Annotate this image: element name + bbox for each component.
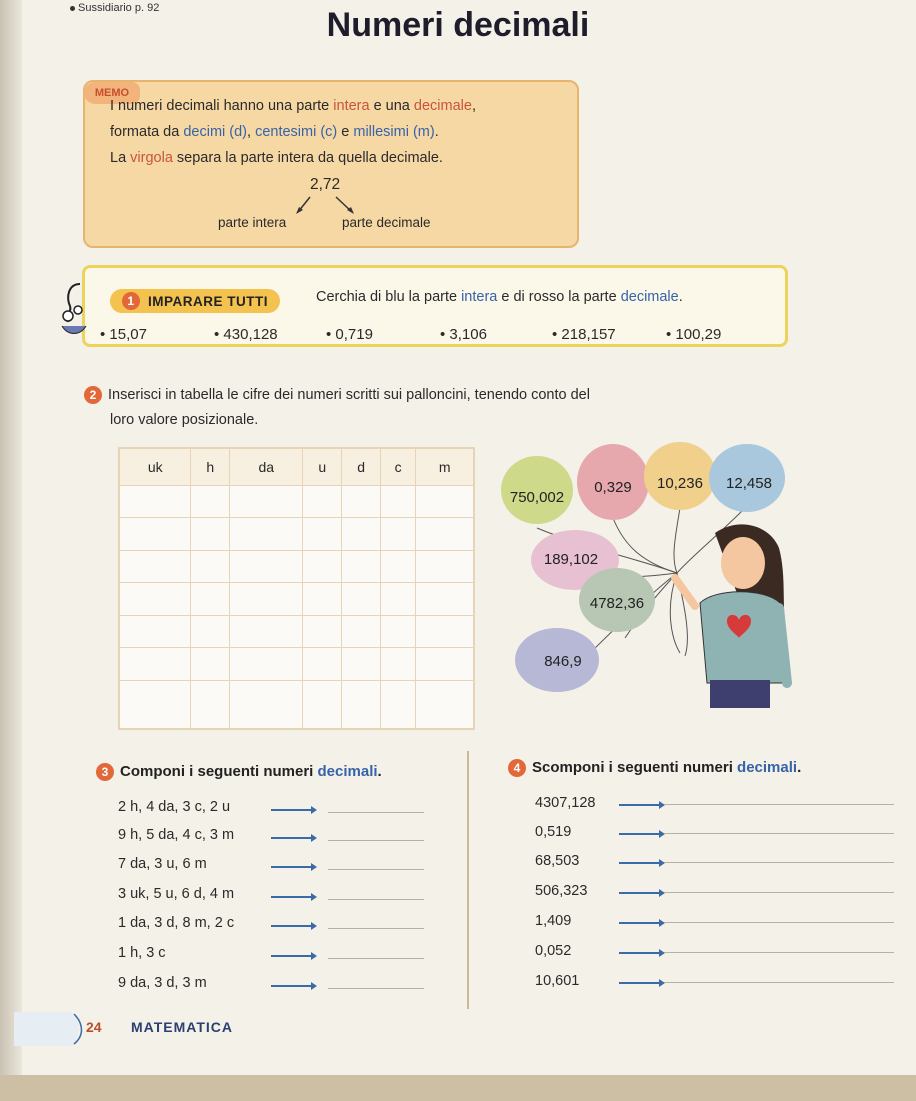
ex1-number-5[interactable]: • 218,157 [552,326,616,343]
decompose-item-6: 0,052 [535,943,572,959]
table-cell[interactable] [381,518,416,550]
arrow-right-icon [619,833,663,835]
table-cell[interactable] [303,486,342,518]
answer-line[interactable] [328,958,424,959]
table-cell[interactable] [303,680,342,729]
table-cell[interactable] [381,550,416,582]
table-cell[interactable] [119,518,191,550]
arrow-right-icon [619,804,663,806]
text: separa la parte intera da quella decimale. [172,150,443,166]
table-cell[interactable] [303,550,342,582]
number[interactable]: 15,07 [109,326,147,343]
memo-arrows [280,194,370,216]
table-cell[interactable] [342,550,381,582]
table-cell[interactable] [119,486,191,518]
table-cell[interactable] [191,486,230,518]
text: decimale [413,98,472,114]
arrow-right-icon [271,955,315,957]
memo-line-3 [110,150,443,166]
table-cell[interactable] [191,680,230,729]
answer-line[interactable] [328,928,424,929]
ear-icon [58,280,92,338]
ex1-number-6[interactable]: • 100,29 [666,326,722,343]
arrow-right-icon [271,837,315,839]
arrow-right-icon [271,985,315,987]
text: , [471,98,476,114]
compose-item-4: 3 uk, 5 u, 6 d, 4 m [118,886,235,902]
col-c: c [381,448,416,486]
column-divider [467,751,469,1009]
table-cell[interactable] [230,615,303,647]
table-cell[interactable] [303,583,342,615]
decompose-item-1: 4307,128 [535,795,596,811]
answer-line[interactable] [664,804,894,805]
table-cell[interactable] [119,550,191,582]
footer-tab [14,1012,84,1052]
table-cell[interactable] [381,583,416,615]
balloons-illustration [495,438,795,713]
col-uk: uk [119,448,191,486]
answer-line[interactable] [328,899,424,900]
number[interactable]: 430,128 [223,326,278,343]
table-cell[interactable] [416,486,474,518]
table-cell[interactable] [381,615,416,647]
place-value-table [118,447,475,730]
table-cell[interactable] [416,518,474,550]
answer-line[interactable] [664,982,894,983]
answer-line[interactable] [328,869,424,870]
arrow-right-icon [271,809,315,811]
tag-imparare-tutti [110,289,280,313]
col-u: u [303,448,342,486]
table-cell[interactable] [342,615,381,647]
text: virgola [130,150,173,166]
exercise-3-title [96,763,382,781]
text: formata da [110,124,184,140]
table-cell[interactable] [416,583,474,615]
balloon-label: 4782,36 [589,595,645,612]
answer-line[interactable] [328,840,424,841]
table-cell[interactable] [381,648,416,680]
answer-line[interactable] [328,988,424,989]
table-cell[interactable] [342,648,381,680]
text: centesimi (c) [255,124,338,140]
balloon-label: 12,458 [726,475,772,492]
exercise-4-title [508,759,801,777]
text: decimali [317,763,378,780]
decompose-item-3: 68,503 [535,853,580,869]
text: e una [369,98,414,114]
number[interactable]: 100,29 [675,326,722,343]
compose-item-7: 9 da, 3 d, 3 m [118,975,207,991]
col-m: m [416,448,474,486]
memo-line-2 [110,124,439,140]
text: decimi (d) [183,124,247,140]
table-row[interactable] [119,615,474,647]
balloon-label: 750,002 [509,489,565,506]
table-cell[interactable] [381,680,416,729]
text: Inserisci in tabella le cifre dei numeri scritti sui palloncini, tenendo conto del [108,387,590,403]
table-cell[interactable] [230,518,303,550]
compose-item-3: 7 da, 3 u, 6 m [118,856,207,872]
memo-label-integer: parte intera [218,215,287,230]
exercise-number: 3 [96,763,114,781]
exercise-2-instruction-1 [84,386,590,404]
memo-label-decimal: parte decimale [342,215,431,230]
arrow-right-icon [619,862,663,864]
table-cell[interactable] [191,550,230,582]
text: . [377,763,382,780]
memo-example-number: 2,72 [310,176,341,193]
table-cell[interactable] [416,648,474,680]
col-h: h [191,448,230,486]
table-row[interactable] [119,583,474,615]
arrow-right-icon [619,982,663,984]
text: , [247,124,256,140]
answer-line[interactable] [664,862,894,863]
exercise-number: 4 [508,759,526,777]
table-cell[interactable] [119,648,191,680]
table-cell[interactable] [416,550,474,582]
arrow-right-icon [619,952,663,954]
table-cell[interactable] [191,583,230,615]
subject-label: MATEMATICA [131,1019,234,1035]
text: . [678,289,683,305]
table-cell[interactable] [230,486,303,518]
number[interactable]: 3,106 [449,326,487,343]
table-cell[interactable] [381,486,416,518]
decompose-item-5: 1,409 [535,913,572,929]
exercise-2-instruction-2: loro valore posizionale. [110,412,259,428]
table-cell[interactable] [119,583,191,615]
decompose-item-4: 506,323 [535,883,588,899]
compose-item-5: 1 da, 3 d, 8 m, 2 c [118,915,235,931]
table-cell[interactable] [342,518,381,550]
source-note: Sussidiario p. 92 [78,2,160,14]
balloon-label: 846,9 [544,653,582,670]
page-title: Numeri decimali [326,6,590,44]
number[interactable]: 218,157 [561,326,616,343]
table-cell[interactable] [230,550,303,582]
text: decimali [737,759,798,776]
table-cell[interactable] [191,518,230,550]
compose-item-1: 2 h, 4 da, 3 c, 2 u [118,799,231,815]
ex1-number-4[interactable]: • 3,106 [440,326,487,343]
text: decimale [620,289,679,305]
text: intera [461,289,498,305]
arrow-right-icon [271,866,315,868]
text: La [110,150,131,166]
girl-figure [675,524,787,708]
arrow-right-icon [271,925,315,927]
ex1-number-3[interactable]: • 0,719 [326,326,373,343]
arrow-right-icon [619,922,663,924]
col-d: d [342,448,381,486]
table-cell[interactable] [303,615,342,647]
compose-item-6: 1 h, 3 c [118,945,166,961]
table-cell[interactable] [119,615,191,647]
ex1-number-1[interactable]: • 15,07 [100,326,147,343]
table-cell[interactable] [342,583,381,615]
table-cell[interactable] [416,680,474,729]
table-header-row [119,448,474,486]
table-cell[interactable] [230,680,303,729]
memo-tag: MEMO [84,82,140,104]
text: Componi i seguenti numeri [120,763,318,780]
text: millesimi (m) [353,124,435,140]
memo-line-1 [110,98,476,114]
col-da: da [230,448,303,486]
table-cell[interactable] [303,518,342,550]
text: . [797,759,802,776]
ex1-number-2[interactable]: • 430,128 [214,326,278,343]
table-row[interactable] [119,648,474,680]
answer-line[interactable] [664,952,894,953]
text: I numeri decimali hanno una parte [110,98,334,114]
arrow-right-icon [619,892,663,894]
table-cell[interactable] [342,680,381,729]
text: . [434,124,439,140]
answer-line[interactable] [328,812,424,813]
table-cell[interactable] [230,648,303,680]
answer-line[interactable] [664,833,894,834]
table-row[interactable] [119,680,474,729]
arrow-right-icon [271,896,315,898]
exercise-1-instruction [316,289,683,305]
answer-line[interactable] [664,892,894,893]
table-cell[interactable] [191,615,230,647]
table-cell[interactable] [191,648,230,680]
exercise-number: 2 [84,386,102,404]
table-cell[interactable] [342,486,381,518]
table-cell[interactable] [230,583,303,615]
compose-item-2: 9 h, 5 da, 4 c, 3 m [118,827,235,843]
balloon-label: 0,329 [594,479,632,496]
text: e [337,124,354,140]
text: Scomponi i seguenti numeri [532,759,738,776]
text: Cerchia di blu la parte [316,289,462,305]
tag-label: IMPARARE TUTTI [148,293,268,309]
text: e di rosso la parte [497,289,621,305]
exercise-number: 1 [122,292,140,310]
text: intera [333,98,370,114]
answer-line[interactable] [664,922,894,923]
table-cell[interactable] [303,648,342,680]
table-row[interactable] [119,550,474,582]
table-row[interactable] [119,486,474,518]
table-cell[interactable] [119,680,191,729]
number[interactable]: 0,719 [335,326,373,343]
book-spine [0,0,22,1075]
table-cell[interactable] [416,615,474,647]
page-number: 24 [86,1019,102,1035]
balloon-label: 189,102 [543,551,599,568]
decompose-item-7: 10,601 [535,973,580,989]
table-row[interactable] [119,518,474,550]
decompose-item-2: 0,519 [535,824,572,840]
balloon-label: 10,236 [657,475,703,492]
